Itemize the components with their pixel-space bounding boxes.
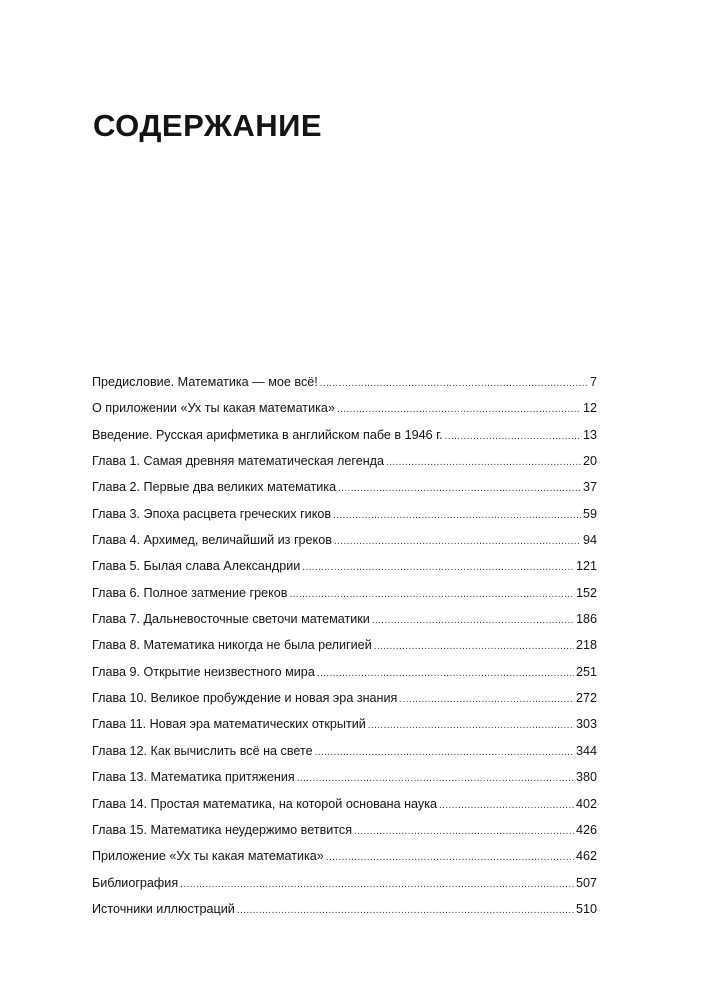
dot-leader <box>354 822 574 842</box>
toc-entry-page-number: 426 <box>575 822 597 837</box>
dot-leader <box>289 585 574 605</box>
toc-entry-title: Глава 11. Новая эра математических открытий <box>92 717 366 732</box>
toc-entry-page-number: 121 <box>575 559 597 574</box>
toc-entry-page-number: 462 <box>575 849 597 864</box>
dot-leader <box>386 453 581 473</box>
toc-entry <box>92 820 597 846</box>
toc-entry-title: Глава 13. Математика притяжения <box>92 770 295 785</box>
toc-entry <box>92 372 597 398</box>
toc-entry-page-number: 13 <box>582 427 597 442</box>
toc-entry-title: Глава 10. Великое пробуждение и новая эра знания <box>92 691 398 706</box>
toc-entry-page-number: 186 <box>575 612 597 627</box>
toc-entry-page-number: 402 <box>575 796 597 811</box>
toc-entry <box>92 662 597 688</box>
toc-entry-page-number: 59 <box>582 506 597 521</box>
dot-leader <box>326 848 574 868</box>
dot-leader <box>372 611 574 631</box>
toc-entry-page-number: 12 <box>582 401 597 416</box>
toc-entry-page-number: 20 <box>582 454 597 469</box>
toc-entry-page-number: 272 <box>575 691 597 706</box>
toc-entry-page-number: 94 <box>582 533 597 548</box>
dot-leader <box>338 479 581 499</box>
toc-entry-title: Предисловие. Математика — мое всё! <box>92 375 318 389</box>
toc-entry-title: Введение. Русская арифметика в английском пабе в 1946 г. <box>92 427 443 442</box>
toc-entry <box>92 425 597 451</box>
toc-entry <box>92 741 597 767</box>
toc-entry <box>92 530 597 556</box>
toc-entry-page-number: 303 <box>575 717 597 732</box>
toc-entry <box>92 873 597 899</box>
toc-entry-title: Глава 6. Полное затмение греков <box>92 585 288 600</box>
toc-entry <box>92 583 597 609</box>
toc-entry-title: Глава 3. Эпоха расцвета греческих гиков <box>92 506 332 521</box>
dot-leader <box>315 743 574 763</box>
dot-leader <box>302 558 574 578</box>
toc-entry-title: Глава 4. Архимед, величайший из греков <box>92 533 332 548</box>
toc-entry-title: Глава 14. Простая математика, на которой основана наука <box>92 796 438 811</box>
toc-entry-title: Источники иллюстраций <box>92 901 235 916</box>
toc-entry-title: Глава 5. Былая слава Александрии <box>92 559 301 574</box>
toc-entry-page-number: 251 <box>575 664 597 679</box>
toc-entry-title: Библиография <box>92 875 179 890</box>
toc-entry-page-number: 218 <box>575 638 597 653</box>
toc-entry <box>92 609 597 635</box>
toc-entry <box>92 556 597 582</box>
dot-leader <box>320 374 588 394</box>
toc-entry-page-number: 510 <box>575 901 597 916</box>
toc-entry-page-number: 380 <box>575 770 597 785</box>
dot-leader <box>180 875 574 895</box>
page-title: СОДЕРЖАНИЕ <box>93 108 323 143</box>
dot-leader <box>297 769 574 789</box>
toc-entry-page-number: 7 <box>589 375 597 389</box>
toc-entry-title: Глава 8. Математика никогда не была религией <box>92 638 372 653</box>
toc-entry <box>92 767 597 793</box>
toc-entry <box>92 688 597 714</box>
table-of-contents <box>92 372 597 925</box>
toc-entry <box>92 504 597 530</box>
toc-entry <box>92 451 597 477</box>
dot-leader <box>317 664 574 684</box>
toc-entry <box>92 794 597 820</box>
toc-entry <box>92 477 597 503</box>
dot-leader <box>374 637 574 657</box>
dot-leader <box>445 427 581 447</box>
toc-entry <box>92 714 597 740</box>
toc-entry-title: Глава 15. Математика неудержимо ветвится <box>92 822 353 837</box>
dot-leader <box>399 690 574 710</box>
toc-entry <box>92 846 597 872</box>
toc-entry-title: Глава 9. Открытие неизвестного мира <box>92 664 315 679</box>
dot-leader <box>439 796 574 816</box>
dot-leader <box>334 532 581 552</box>
dot-leader <box>333 506 581 526</box>
toc-entry-title: Глава 2. Первые два великих математика <box>92 480 337 495</box>
toc-entry-page-number: 37 <box>582 480 597 495</box>
dot-leader <box>337 400 581 420</box>
toc-entry-page-number: 152 <box>575 585 597 600</box>
toc-entry-title: Глава 7. Дальневосточные светочи математики <box>92 612 370 627</box>
toc-entry-title: О приложении «Ух ты какая математика» <box>92 401 335 416</box>
dot-leader <box>368 716 574 736</box>
toc-entry-page-number: 507 <box>575 875 597 890</box>
toc-entry <box>92 635 597 661</box>
toc-entry-title: Глава 1. Самая древняя математическая легенда <box>92 454 385 469</box>
toc-entry <box>92 899 597 925</box>
toc-entry-page-number: 344 <box>575 743 597 758</box>
toc-entry <box>92 398 597 424</box>
dot-leader <box>237 901 574 921</box>
toc-entry-title: Глава 12. Как вычислить всё на свете <box>92 743 313 758</box>
toc-entry-title: Приложение «Ух ты какая математика» <box>92 849 324 864</box>
